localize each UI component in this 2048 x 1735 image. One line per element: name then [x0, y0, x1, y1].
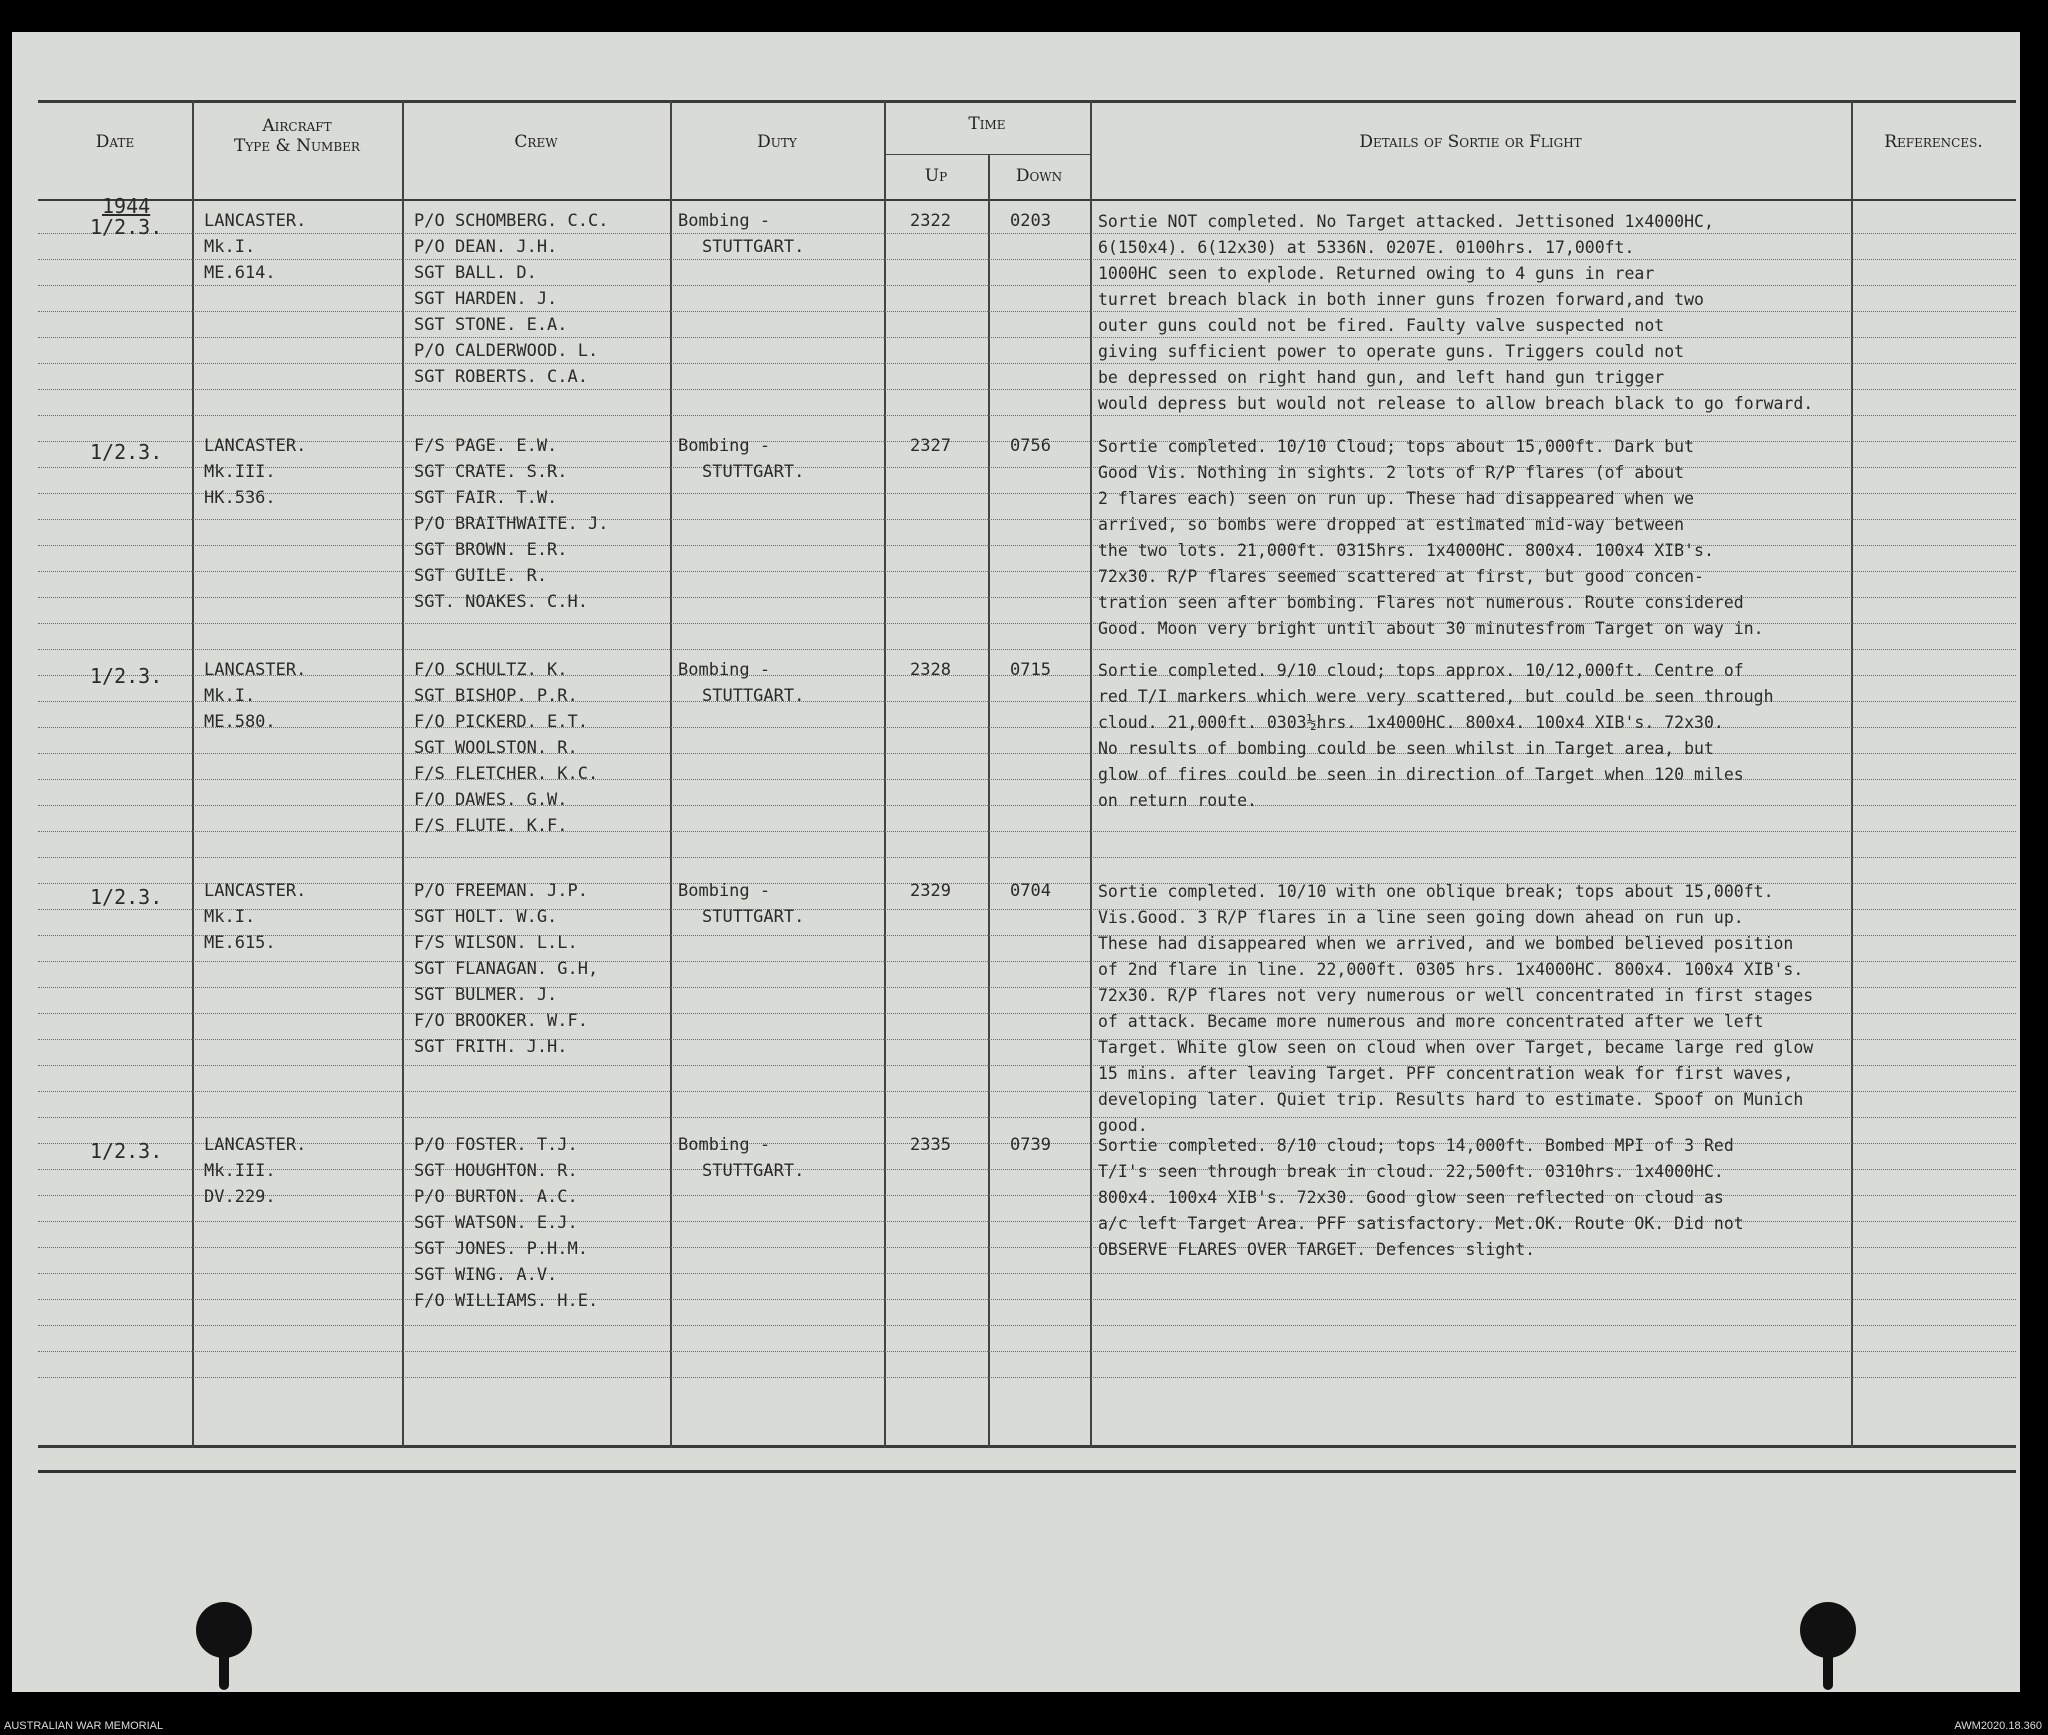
- column-divider: [192, 100, 194, 1448]
- ruled-line: [38, 337, 2016, 338]
- entry-details-line: the two lots. 21,000ft. 0315hrs. 1x4000HC. 800x4. 100x4 XIB's.: [1098, 541, 1714, 560]
- entry-crew-member: SGT STONE. E.A.: [414, 315, 568, 335]
- archive-footer: [0, 1718, 2048, 1735]
- header-date: Date: [95, 132, 135, 152]
- entry-aircraft: HK.536.: [204, 488, 276, 508]
- header-time: Time: [968, 114, 1006, 134]
- column-divider: [1851, 100, 1853, 1448]
- entry-aircraft: DV.229.: [204, 1187, 276, 1207]
- entry-crew-member: SGT JONES. P.H.M.: [414, 1239, 588, 1259]
- entry-duty: Bombing -: [678, 1135, 771, 1155]
- entry-details-line: Sortie completed. 10/10 with one oblique break; tops about 15,000ft.: [1098, 882, 1774, 901]
- ruled-line: [38, 1377, 2016, 1378]
- year-heading: 1944: [102, 194, 151, 218]
- entry-duty-target: STUTTGART.: [702, 1161, 805, 1181]
- entry-aircraft: ME.615.: [204, 933, 276, 953]
- ruled-line: [38, 519, 2016, 520]
- entry-details-line: Sortie NOT completed. No Target attacked. Jettisoned 1x4000HC,: [1098, 212, 1714, 231]
- entry-details-line: Good Vis. Nothing in sights. 2 lots of R/P flares (of about: [1098, 463, 1685, 482]
- entry-aircraft: LANCASTER.: [204, 211, 307, 231]
- entry-details-line: 72x30. R/P flares seemed scattered at first, but good concen-: [1098, 567, 1704, 586]
- entry-details-line: No results of bombing could be seen whilst in Target area, but: [1098, 739, 1714, 758]
- entry-crew-member: P/O FOSTER. T.J.: [414, 1135, 578, 1155]
- ruled-line: [38, 1117, 2016, 1118]
- entry-time-down: 0739: [1010, 1135, 1051, 1155]
- ruled-line: [38, 363, 2016, 364]
- entry-crew-member: SGT GUILE. R.: [414, 566, 548, 586]
- archive-accession-number: AWM2020.18.360: [1954, 1720, 2042, 1732]
- header-top-rule: [38, 100, 2016, 103]
- entry-time-up: 2327: [910, 436, 951, 456]
- header-crew: Crew: [514, 132, 558, 152]
- entry-details-line: T/I's seen through break in cloud. 22,500ft. 0310hrs. 1x4000HC.: [1098, 1162, 1724, 1181]
- bottom-rule: [38, 1470, 2016, 1473]
- ruled-line: [38, 389, 2016, 390]
- entry-details-line: cloud. 21,000ft. 0303½hrs. 1x4000HC. 800x4. 100x4 XIB's. 72x30.: [1098, 713, 1724, 732]
- entry-crew-member: F/O SCHULTZ. K.: [414, 660, 568, 680]
- entry-details-line: of 2nd flare in line. 22,000ft. 0305 hrs. 1x4000HC. 800x4. 100x4 XIB's.: [1098, 960, 1804, 979]
- entry-crew-member: SGT FRITH. J.H.: [414, 1037, 568, 1057]
- entry-crew-member: SGT CRATE. S.R.: [414, 462, 568, 482]
- entry-aircraft: Mk.I.: [204, 237, 256, 257]
- entry-aircraft: LANCASTER.: [204, 1135, 307, 1155]
- entry-aircraft: LANCASTER.: [204, 436, 307, 456]
- entry-details-line: red T/I markers which were very scattered, but could be seen through: [1098, 687, 1774, 706]
- entry-crew-member: P/O SCHOMBERG. C.C.: [414, 211, 609, 231]
- entry-crew-member: SGT WOOLSTON. R.: [414, 738, 578, 758]
- time-up-down-divider: [988, 154, 990, 1448]
- operations-record-form: [38, 100, 2016, 1448]
- ruled-line: [38, 571, 2016, 572]
- entry-details-line: 6(150x4). 6(12x30) at 5336N. 0207E. 0100hrs. 17,000ft.: [1098, 238, 1635, 257]
- entry-time-down: 0704: [1010, 881, 1051, 901]
- entry-aircraft: ME.614.: [204, 263, 276, 283]
- entry-crew-member: P/O CALDERWOOD. L.: [414, 341, 599, 361]
- entry-crew-member: SGT HOLT. W.G.: [414, 907, 558, 927]
- entry-details-line: arrived, so bombs were dropped at estimated mid-way between: [1098, 515, 1685, 534]
- ruled-line: [38, 233, 2016, 234]
- entry-duty: Bombing -: [678, 211, 771, 231]
- header-up: Up: [924, 166, 948, 186]
- entry-crew-member: SGT FLANAGAN. G.H,: [414, 959, 599, 979]
- entry-details-line: 800x4. 100x4 XIB's. 72x30. Good glow seen reflected on cloud as: [1098, 1188, 1724, 1207]
- header-aircraft-line2: Type & Number: [234, 136, 360, 156]
- entry-details-line: good.: [1098, 1116, 1148, 1135]
- entry-details-line: Sortie completed. 10/10 Cloud; tops about 15,000ft. Dark but: [1098, 437, 1695, 456]
- header-references: References.: [1884, 132, 1983, 152]
- time-subheader-rule: [884, 154, 1090, 155]
- entry-crew-member: SGT ROBERTS. C.A.: [414, 367, 588, 387]
- entry-aircraft: ME.580.: [204, 712, 276, 732]
- entry-crew-member: F/O WILLIAMS. H.E.: [414, 1291, 599, 1311]
- entry-date: 1/2.3.: [90, 215, 163, 239]
- entry-crew-member: SGT BULMER. J.: [414, 985, 558, 1005]
- entry-details-line: 1000HC seen to explode. Returned owing to 4 guns in rear: [1098, 264, 1655, 283]
- entry-details-line: giving sufficient power to operate guns. Triggers could not: [1098, 342, 1685, 361]
- entry-details-line: Sortie completed. 8/10 cloud; tops 14,000ft. Bombed MPI of 3 Red: [1098, 1136, 1734, 1155]
- entry-details-line: would depress but would not release to allow breach black to go forward.: [1098, 394, 1814, 413]
- entry-details-line: Good. Moon very bright until about 30 minutesfrom Target on way in.: [1098, 619, 1764, 638]
- entry-duty: Bombing -: [678, 660, 771, 680]
- entry-details-line: on return route.: [1098, 791, 1257, 810]
- entry-time-up: 2335: [910, 1135, 951, 1155]
- ruled-line: [38, 259, 2016, 260]
- entry-crew-member: SGT. NOAKES. C.H.: [414, 592, 588, 612]
- entry-aircraft: Mk.I.: [204, 907, 256, 927]
- ruled-line: [38, 285, 2016, 286]
- entry-aircraft: Mk.III.: [204, 462, 276, 482]
- entry-details-line: Vis.Good. 3 R/P flares in a line seen going down ahead on run up.: [1098, 908, 1744, 927]
- entry-details-line: developing later. Quiet trip. Results hard to estimate. Spoof on Munich: [1098, 1090, 1804, 1109]
- entry-details-line: a/c left Target Area. PFF satisfactory. Met.OK. Route OK. Did not: [1098, 1214, 1744, 1233]
- entry-time-down: 0715: [1010, 660, 1051, 680]
- entry-details-line: be depressed on right hand gun, and left hand gun trigger: [1098, 368, 1665, 387]
- entry-time-down: 0756: [1010, 436, 1051, 456]
- column-divider: [402, 100, 404, 1448]
- entry-crew-member: SGT BROWN. E.R.: [414, 540, 568, 560]
- ruled-line: [38, 649, 2016, 650]
- entry-time-up: 2322: [910, 211, 951, 231]
- ruled-line: [38, 1247, 2016, 1248]
- entry-crew-member: F/S WILSON. L.L.: [414, 933, 578, 953]
- header-bottom-rule: [38, 199, 2016, 201]
- entry-date: 1/2.3.: [90, 1139, 163, 1163]
- entry-date: 1/2.3.: [90, 440, 163, 464]
- entry-details-line: 15 mins. after leaving Target. PFF concentration weak for first waves,: [1098, 1064, 1794, 1083]
- ruled-line: [38, 467, 2016, 468]
- entry-duty-target: STUTTGART.: [702, 237, 805, 257]
- entry-duty-target: STUTTGART.: [702, 686, 805, 706]
- entry-crew-member: SGT HOUGHTON. R.: [414, 1161, 578, 1181]
- entry-crew-member: SGT HARDEN. J.: [414, 289, 558, 309]
- entry-crew-member: F/O BROOKER. W.F.: [414, 1011, 588, 1031]
- archive-credit: AUSTRALIAN WAR MEMORIAL: [4, 1720, 164, 1732]
- entry-crew-member: SGT BISHOP. P.R.: [414, 686, 578, 706]
- ruled-line: [38, 1351, 2016, 1352]
- entry-details-line: 72x30. R/P flares not very numerous or well concentrated in first stages: [1098, 986, 1814, 1005]
- entry-crew-member: SGT WATSON. E.J.: [414, 1213, 578, 1233]
- entry-crew-member: P/O BRAITHWAITE. J.: [414, 514, 609, 534]
- ruled-line: [38, 805, 2016, 806]
- entry-details-line: These had disappeared when we arrived, and we bombed believed position: [1098, 934, 1794, 953]
- entry-details-line: tration seen after bombing. Flares not numerous. Route considered: [1098, 593, 1744, 612]
- entry-duty-target: STUTTGART.: [702, 462, 805, 482]
- ruled-line: [38, 545, 2016, 546]
- entry-details-line: glow of fires could be seen in direction of Target when 120 miles: [1098, 765, 1744, 784]
- ruled-line: [38, 1325, 2016, 1326]
- entry-crew-member: F/S FLETCHER. K.C.: [414, 764, 599, 784]
- entry-crew-member: SGT FAIR. T.W.: [414, 488, 558, 508]
- ruled-line: [38, 1273, 2016, 1274]
- entry-crew-member: P/O DEAN. J.H.: [414, 237, 558, 257]
- entry-date: 1/2.3.: [90, 664, 163, 688]
- ruled-line: [38, 311, 2016, 312]
- entry-time-down: 0203: [1010, 211, 1051, 231]
- entry-aircraft: LANCASTER.: [204, 660, 307, 680]
- entry-details-line: outer guns could not be fired. Faulty valve suspected not: [1098, 316, 1665, 335]
- ruled-line: [38, 857, 2016, 858]
- entry-aircraft: Mk.III.: [204, 1161, 276, 1181]
- entry-details-line: of attack. Became more numerous and more concentrated after we left: [1098, 1012, 1764, 1031]
- entry-crew-member: SGT BALL. D.: [414, 263, 537, 283]
- entry-aircraft: LANCASTER.: [204, 881, 307, 901]
- entry-crew-member: F/O DAWES. G.W.: [414, 790, 568, 810]
- header-duty: Duty: [757, 132, 797, 152]
- punch-hole-right-slot: [1823, 1650, 1833, 1690]
- entry-crew-member: F/O PICKERD. E.T.: [414, 712, 588, 732]
- ruled-line: [38, 493, 2016, 494]
- entry-duty-target: STUTTGART.: [702, 907, 805, 927]
- punch-hole-left-slot: [219, 1650, 229, 1690]
- entry-crew-member: F/S PAGE. E.W.: [414, 436, 558, 456]
- ruled-line: [38, 415, 2016, 416]
- entry-time-up: 2329: [910, 881, 951, 901]
- entry-duty: Bombing -: [678, 881, 771, 901]
- entry-duty: Bombing -: [678, 436, 771, 456]
- entry-details-line: Sortie completed. 9/10 cloud; tops approx. 10/12,000ft. Centre of: [1098, 661, 1744, 680]
- entry-date: 1/2.3.: [90, 885, 163, 909]
- table-bottom-rule: [38, 1445, 2016, 1448]
- entry-aircraft: Mk.I.: [204, 686, 256, 706]
- ruled-line: [38, 1299, 2016, 1300]
- header-details: Details of Sortie or Flight: [1359, 132, 1582, 152]
- column-divider: [884, 100, 886, 1448]
- entry-details-line: Target. White glow seen on cloud when over Target, became large red glow: [1098, 1038, 1814, 1057]
- column-divider: [670, 100, 672, 1448]
- entry-crew-member: SGT WING. A.V.: [414, 1265, 558, 1285]
- column-divider: [1090, 100, 1092, 1448]
- ruled-line: [38, 753, 2016, 754]
- entry-details-line: 2 flares each) seen on run up. These had disappeared when we: [1098, 489, 1695, 508]
- entry-crew-member: F/S FLUTE. K.F.: [414, 816, 568, 836]
- header-down: Down: [1015, 166, 1063, 186]
- record-sheet: [12, 32, 2020, 1692]
- entry-time-up: 2328: [910, 660, 951, 680]
- entry-crew-member: P/O FREEMAN. J.P.: [414, 881, 588, 901]
- entry-details-line: turret breach black in both inner guns frozen forward,and two: [1098, 290, 1704, 309]
- header-aircraft-line1: Aircraft: [262, 116, 332, 136]
- entry-crew-member: P/O BURTON. A.C.: [414, 1187, 578, 1207]
- entry-details-line: OBSERVE FLARES OVER TARGET. Defences slight.: [1098, 1240, 1536, 1259]
- ruled-line: [38, 831, 2016, 832]
